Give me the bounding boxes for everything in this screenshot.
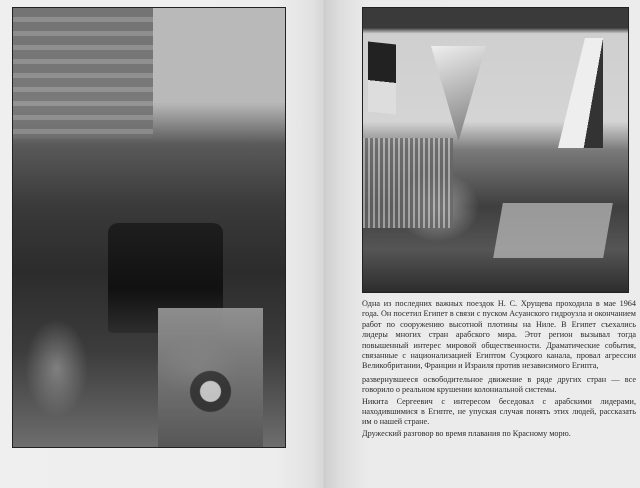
photo-building [13,8,153,138]
photo-flag [558,38,603,148]
photo-caption [362,299,636,440]
photo-table [493,203,613,258]
caption-paragraph: развернувшееся освободительное движение в ряде других стран — все говорило о реальном крушении колониальной системы. [362,374,636,395]
caption-paragraph: Одна из последних важных поездок Н. С. Хрущева проходила в мае 1964 года. Он посетил Египет в связи с пуском Асуанского гидроузла и окончанием работ по сооружению высотной плотины на Ниле. В Египет съехались лидеры многих стран арабского мира. Этот регион вызывал тогда повышенный интерес мировой общественности. Драматические события, связанные с национализацией Египтом Суэцкого канала, провал агрессии Великобритании, Франции и Израиля против независимого Египта, [362,299,636,371]
ship-deck-photo [362,7,629,293]
photo-railing [363,138,453,228]
photo-motorcycle [158,308,263,447]
caption-paragraph: Дружеский разговор во время плавания по Красному морю. [362,428,571,438]
motorcade-photo [12,7,286,448]
photo-sky [153,8,285,103]
caption-paragraph: Никита Сергеевич с интересом беседовал с арабскими лидерами, находившимися в Египте, не упуская случая понять этих людей, рассказать им о нашей стране. [362,396,636,427]
photo-flag [368,42,396,115]
photo-flag [431,46,486,141]
